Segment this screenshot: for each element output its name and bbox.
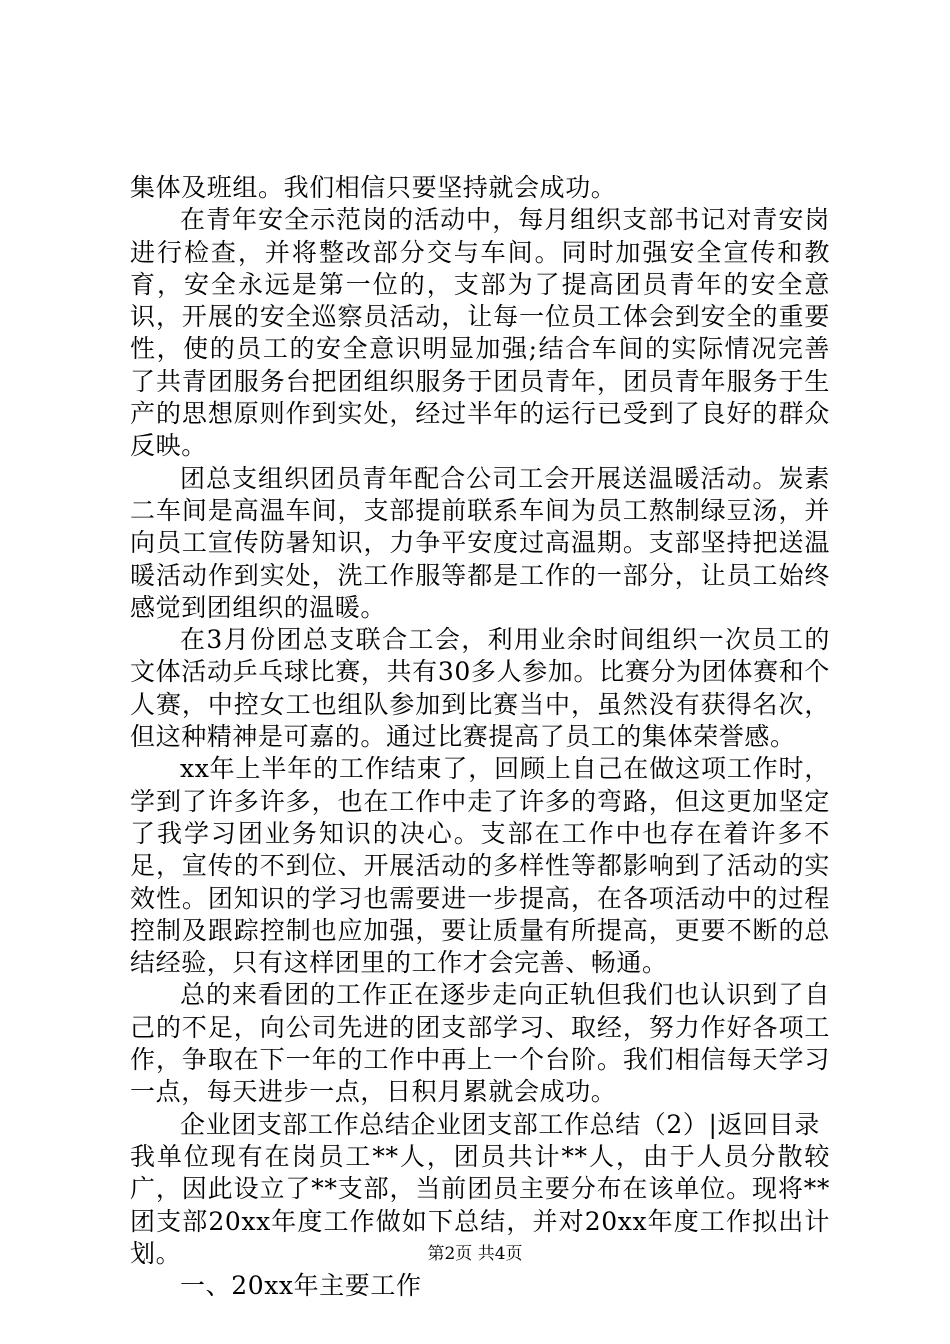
paragraph-half-year-review: xx年上半年的工作结束了，回顾上自己在做这项工作时，学到了许多许多，也在工作中走了许多的弯路，但这更加坚定了我学习团业务知识的决心。支部在工作中也存在着许多不足，宣传的不到位、开展活动的多样性等都影响到了活动的实效性。团知识的学习也需要进一步提高，在各项活动中的过程控制及跟踪控制也应加强，要让质量有所提高，更要不断的总结经验，只有这样团里的工作才会完善、畅通。 <box>130 754 830 978</box>
paragraph-unit-overview: 我单位现有在岗员工**人，团员共计**人，由于人员分散较广，因此设立了**支部，当前团员主要分布在该单位。现将**团支部20xx年度工作做如下总结，并对20xx年度工作拟出计划。 <box>130 1141 830 1268</box>
page-footer <box>0 1244 950 1264</box>
paragraph-warmth-activity: 团总支组织团员青年配合公司工会开展送温暖活动。炭素二车间是高温车间，支部提前联系车间为员工熬制绿豆汤，并向员工宣传防暑知识，力争平安度过高温期。支部坚持把送温暖活动作到实处，洗工作服等都是工作的一部分，让员工始终感觉到团组织的温暖。 <box>130 463 830 622</box>
document-body <box>130 172 830 1302</box>
paragraph-main-work-heading: 一、20xx年主要工作 <box>180 1271 422 1301</box>
page-number-label: 第2页 共4页 <box>427 1244 523 1264</box>
paragraph-continuation: 集体及班组。我们相信只要坚持就会成功。 <box>130 173 617 202</box>
paragraph-section-title: 企业团支部工作总结企业团支部工作总结（2）|返回目录 <box>180 1109 820 1139</box>
paragraph-table-tennis: 在3月份团总支联合工会，利用业余时间组织一次员工的文体活动乒乓球比赛，共有30多人参加。比赛分为团体赛和个人赛，中控女工也组队参加到比赛当中，虽然没有获得名次，但这种精神是可嘉的。通过比赛提高了员工的集体荣誉感。 <box>130 625 830 752</box>
paragraph-overall-summary: 总的来看团的工作正在逐步走向正轨但我们也认识到了自己的不足，向公司先进的团支部学习、取经，努力作好各项工作，争取在下一年的工作中再上一个台阶。我们相信每天学习一点，每天进步一点，日积月累就会成功。 <box>130 980 830 1107</box>
paragraph-safety-post: 在青年安全示范岗的活动中，每月组织支部书记对青安岗进行检查，并将整改部分交与车间。同时加强安全宣传和教育，安全永远是第一位的，支部为了提高团员青年的安全意识，开展的安全巡察员活动，让每一位员工体会到安全的重要性，使的员工的安全意识明显加强;结合车间的实际情况完善了共青团服务台把团组织服务于团员青年，团员青年服务于生产的思想原则作到实处，经过半年的运行已受到了良好的群众反映。 <box>130 205 830 461</box>
